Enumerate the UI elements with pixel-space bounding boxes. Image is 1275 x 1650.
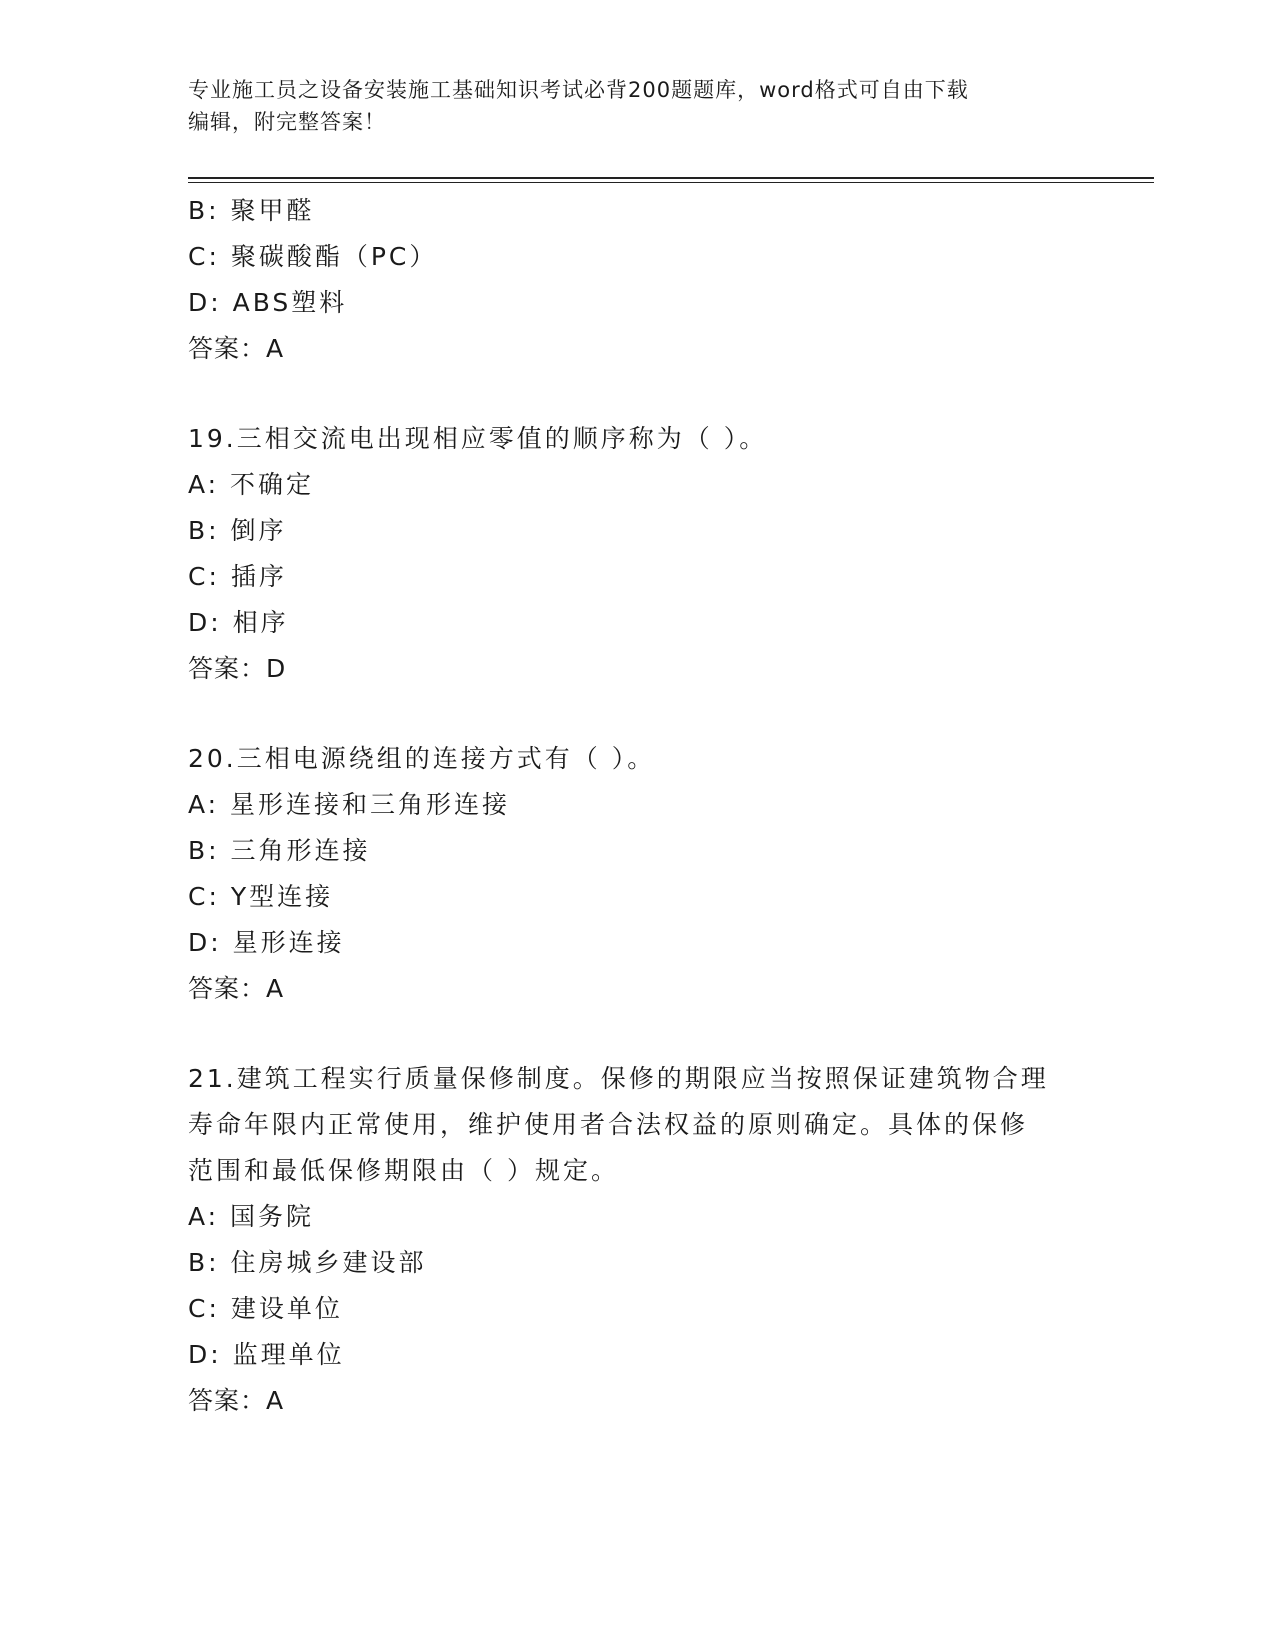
option-a: A: 国务院 [188,1202,315,1231]
header-divider-thin [188,182,1154,183]
answer: 答案：A [188,334,285,363]
option-c: C: 聚碳酸酯（PC） [188,242,438,271]
option-d: D: ABS塑料 [188,288,348,317]
answer: 答案：A [188,1386,285,1415]
question-text: 19.三相交流电出现相应零值的顺序称为（ ）。 [188,424,768,453]
option-d: D: 监理单位 [188,1340,345,1369]
question-list [188,188,1078,1424]
document-header [188,74,1068,138]
question-block-20 [188,736,1078,1012]
question-block-19 [188,416,1078,692]
question-text: 20.三相电源绕组的连接方式有（ ）。 [188,744,656,773]
question-block-21 [188,1056,1078,1424]
question-text-line-1: 21.建筑工程实行质量保修制度。保修的期限应当按照保证建筑物合理 [188,1064,1049,1093]
option-b: B: 倒序 [188,516,287,545]
question-text-line-2: 寿命年限内正常使用，维护使用者合法权益的原则确定。具体的保修 [188,1110,1029,1139]
option-d: D: 星形连接 [188,928,345,957]
question-block-18 [188,188,1078,372]
header-line-2: 编辑，附完整答案！ [188,110,386,134]
option-c: C: Y型连接 [188,882,334,911]
option-a: A: 星形连接和三角形连接 [188,790,511,819]
answer: 答案：A [188,974,285,1003]
option-b: B: 三角形连接 [188,836,371,865]
question-text-line-3: 范围和最低保修期限由（ ）规定。 [188,1156,619,1185]
option-c: C: 插序 [188,562,287,591]
option-b: B: 住房城乡建设部 [188,1248,427,1277]
header-line-1: 专业施工员之设备安装施工基础知识考试必背200题题库，word格式可自由下载 [188,78,969,102]
option-a: A: 不确定 [188,470,315,499]
answer: 答案：D [188,654,287,683]
option-d: D: 相序 [188,608,289,637]
option-c: C: 建设单位 [188,1294,343,1323]
header-divider-thick [188,177,1154,179]
option-b: B: 聚甲醛 [188,196,315,225]
